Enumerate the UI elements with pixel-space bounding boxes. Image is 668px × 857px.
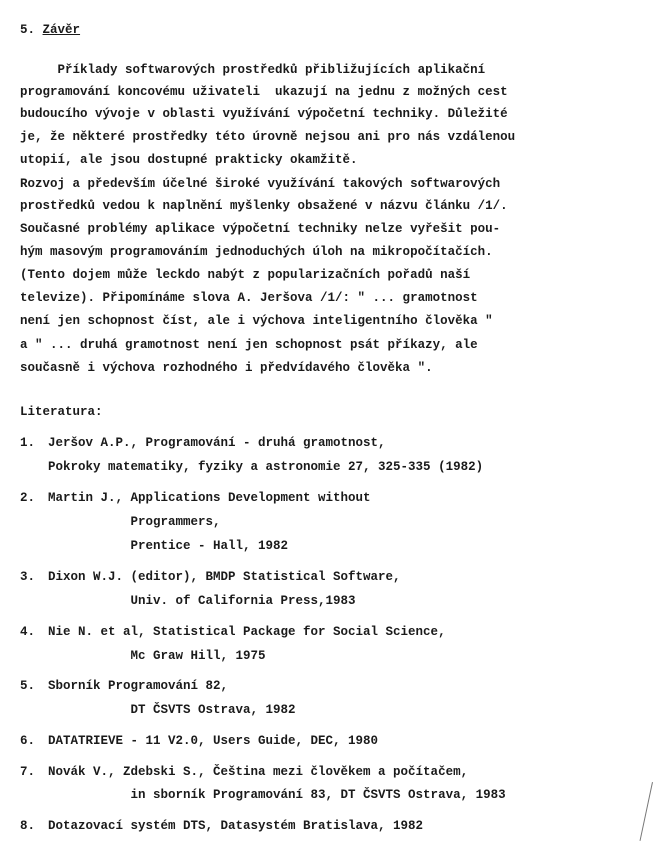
paragraph-line: současně i výchova rozhodného i předvídavého člověka ".: [20, 361, 433, 375]
reference-line: Dotazovací systém DTS, Datasystém Bratislava, 1982: [48, 819, 424, 833]
literature-heading: Literatura:: [20, 405, 103, 419]
reference-number: 7.: [20, 765, 36, 779]
reference-line: Novák V., Zdebski S., Čeština mezi člověkem a počítačem,: [48, 765, 469, 779]
paragraph-line: není jen schopnost číst, ale i výchova inteligentního člověka ": [20, 314, 493, 328]
reference-line: Jeršov A.P., Programování - druhá gramotnost,: [48, 436, 386, 450]
reference-line: in sborník Programování 83, DT ČSVTS Ostrava, 1983: [48, 788, 506, 802]
reference-number: 3.: [20, 570, 36, 584]
reference-line: Sborník Programování 82,: [48, 679, 229, 693]
paragraph-line: utopií, ale jsou dostupné prakticky okamžitě.: [20, 153, 358, 167]
reference-line: Martin J., Applications Development without: [48, 491, 371, 505]
reference-number: 4.: [20, 625, 36, 639]
reference-line: Mc Graw Hill, 1975: [48, 649, 266, 663]
section-heading: [20, 22, 80, 38]
reference-number: 8.: [20, 819, 36, 833]
paragraph-line: Příklady softwarových prostředků přibližujících aplikační: [20, 63, 486, 77]
reference-line: DT ČSVTS Ostrava, 1982: [48, 703, 296, 717]
reference-line: Dixon W.J. (editor), BMDP Statistical Software,: [48, 570, 401, 584]
reference-line: Programmers,: [48, 515, 221, 529]
reference-number: 2.: [20, 491, 36, 505]
reference-line: Prentice - Hall, 1982: [48, 539, 289, 553]
reference-number: 1.: [20, 436, 36, 450]
reference-line: Univ. of California Press,1983: [48, 594, 356, 608]
paragraph-line: budoucího vývoje v oblasti využívání výpočetní techniky. Důležité: [20, 107, 508, 121]
section-title: Závěr: [42, 23, 81, 37]
paragraph-line: Rozvoj a především účelné široké využívání takových softwarových: [20, 177, 501, 191]
paragraph-line: hým masovým programováním jednoduchých úloh na mikropočítačích.: [20, 245, 493, 259]
paragraph-line: Současné problémy aplikace výpočetní techniky nelze vyřešit pou-: [20, 222, 501, 236]
section-number: 5.: [20, 23, 36, 37]
reference-line: Pokroky matematiky, fyziky a astronomie 27, 325-335 (1982): [48, 460, 484, 474]
reference-number: 6.: [20, 734, 36, 748]
reference-line: DATATRIEVE - 11 V2.0, Users Guide, DEC, 1980: [48, 734, 379, 748]
margin-pen-mark: [640, 782, 653, 841]
paragraph-line: (Tento dojem může leckdo nabýt z popularizačních pořadů naší: [20, 268, 471, 282]
paragraph-line: prostředků vedou k naplnění myšlenky obsažené v názvu článku /1/.: [20, 199, 508, 213]
paragraph-line: a " ... druhá gramotnost není jen schopnost psát příkazy, ale: [20, 338, 478, 352]
reference-line: Nie N. et al, Statistical Package for Social Science,: [48, 625, 446, 639]
paragraph-line: programování koncovému uživateli ukazují na jednu z možných cest: [20, 85, 508, 99]
paragraph-line: televize). Připomínáme slova A. Jeršova /1/: " ... gramotnost: [20, 291, 478, 305]
paragraph-line: je, že některé prostředky této úrovně nejsou ani pro nás vzdálenou: [20, 130, 516, 144]
reference-number: 5.: [20, 679, 36, 693]
